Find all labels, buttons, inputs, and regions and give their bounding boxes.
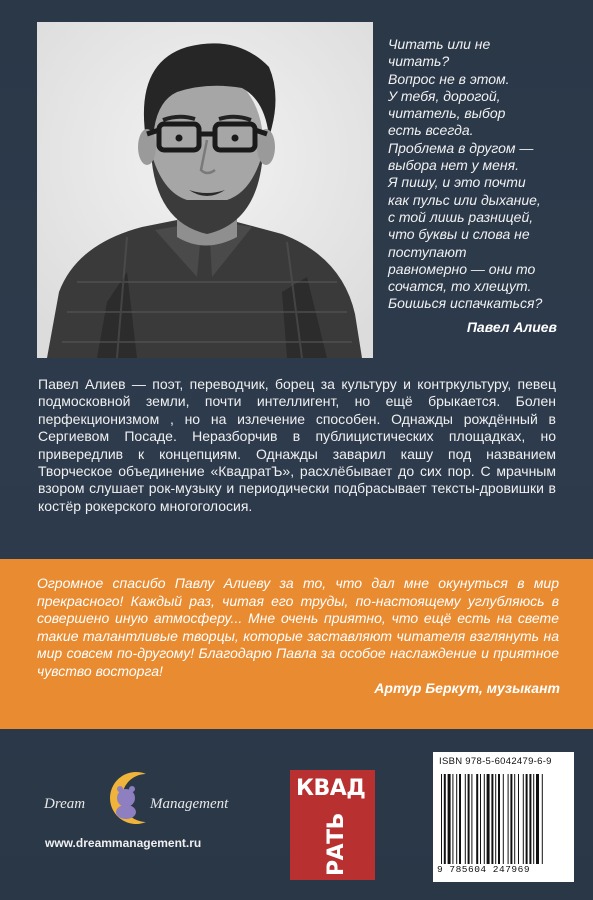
testimonial-text: Огромное спасибо Павлу Алиеву за то, что дал мне окунуться в мир прекрасного! Каждый раз, читая его труды, по-настоящему углубляюсь в совершено иную атмосферу... Мне очень приятно, что ещё есть на свете такие талантливые творцы, которые заставляют читателя взглянуть на мир совсем по-другому! Благодарю Павла за особое наслаждение и приятное чувство восторга! [37, 575, 559, 679]
poem-line: есть всегда. [388, 122, 474, 139]
poem-line: выбора нет у меня. [388, 157, 519, 174]
barcode-bars-icon [441, 774, 569, 864]
poem-line: с той лишь разницей, [388, 208, 534, 225]
isbn-barcode [433, 752, 574, 882]
poem-quote [388, 36, 568, 313]
poem-line: Читать или не [388, 36, 491, 52]
publisher-url[interactable]: www.dreammanagement.ru [45, 836, 202, 850]
poem-line: Боишься испачкаться? [388, 295, 543, 312]
poem-line: Проблема в другом — [388, 139, 534, 156]
poem-line: У тебя, дорогой, [388, 87, 501, 104]
kvadrat-logo-side-text: РАТЬ [324, 813, 349, 876]
testimonial-band [0, 559, 593, 729]
testimonial-author: Артур Беркут, музыкант [374, 680, 560, 696]
poem-line: читать? [388, 53, 450, 70]
kvadrat-logo [290, 770, 375, 880]
poem-line: Вопрос не в этом. [388, 70, 510, 87]
author-photo [37, 22, 373, 358]
author-portrait-image [37, 22, 373, 358]
kvadrat-logo-top-text: КВАД [296, 776, 366, 801]
logo-word-management: Management [150, 796, 229, 812]
poem-line: как пульс или дыхание, [388, 191, 541, 208]
poem-line: равномерно — они то [388, 260, 536, 277]
poem-line: что буквы и слова не [388, 226, 530, 243]
author-bio: Павел Алиев — поэт, переводчик, борец за культуру и контркультуру, певец подмосковной земли, почти интеллигент, но ещё брыкается. Болен перфекционизмом , но на излечение способен. Однажды рождённый в Сергиевом Посаде. Неразборчив в публицистических площадках, но привередлив к концепциям. Однажды заварил кашу под названием Творческое объединение «КвадратЪ», расхлёбывает до сих пор. С мрачным взором слушает рок-музыку и периодически подбрасывает тексты-дровишки в костёр рокерского многоголосия. [38, 376, 556, 514]
poem-line: читатель, выбор [388, 105, 506, 122]
isbn-label: ISBN 978-5-6042479-6-9 [439, 756, 552, 767]
barcode-digits: 9 785604 247969 [437, 864, 531, 875]
poem-author-signature: Павел Алиев [466, 319, 557, 335]
poem-line: сочатся, то хлещут. [388, 278, 532, 295]
poem-line: поступают [388, 243, 467, 260]
logo-word-dream: Dream [44, 796, 86, 812]
moon-bear-logo-icon [42, 768, 242, 824]
poem-line: Я пишу, и это почти [388, 174, 526, 191]
dream-management-logo [42, 768, 242, 824]
